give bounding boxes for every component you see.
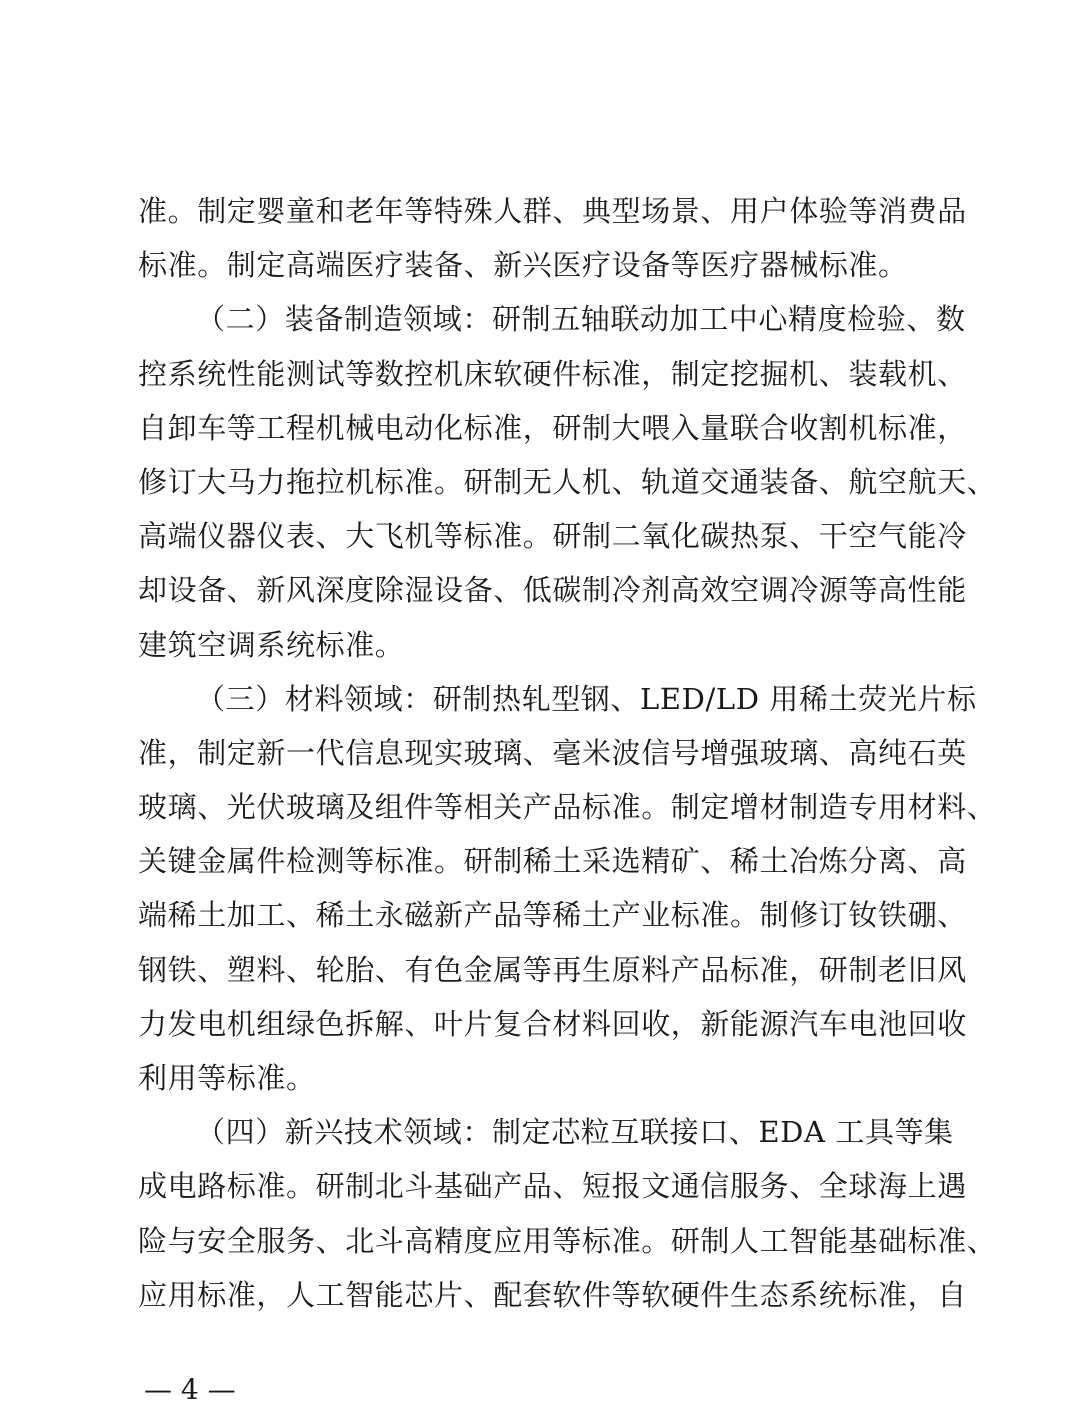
page-number: — 4 — bbox=[144, 1373, 236, 1406]
paragraph-consumer-goods bbox=[138, 184, 967, 292]
text-line: 端稀土加工、稀土永磁新产品等稀土产业标准。制修订钕铁硼、 bbox=[138, 898, 967, 933]
text-line: 钢铁、塑料、轮胎、有色金属等再生原料产品标准，研制老旧风 bbox=[138, 952, 967, 987]
text-line: （二）装备制造领域：研制五轴联动加工中心精度检验、数 bbox=[196, 302, 966, 337]
paragraph-equipment-manufacturing bbox=[138, 292, 997, 671]
text-line: 准，制定新一代信息现实玻璃、毫米波信号增强玻璃、高纯石英 bbox=[138, 735, 967, 770]
text-line: 玻璃、光伏玻璃及组件等相关产品标准。制定增材制造专用材料、 bbox=[138, 790, 997, 825]
text-line: 险与安全服务、北斗高精度应用等标准。研制人工智能基础标准、 bbox=[138, 1223, 997, 1258]
text-line: （四）新兴技术领域：制定芯粒互联接口、EDA 工具等集 bbox=[196, 1115, 954, 1150]
paragraph-materials bbox=[138, 672, 997, 1106]
text-line: 利用等标准。 bbox=[138, 1061, 316, 1095]
text-line: （三）材料领域：研制热轧型钢、LED/LD 用稀土荧光片标 bbox=[196, 681, 977, 716]
text-line: 建筑空调系统标准。 bbox=[138, 627, 405, 662]
text-line: 标准。制定高端医疗装备、新兴医疗设备等医疗器械标准。 bbox=[138, 248, 908, 283]
text-line: 控系统性能测试等数控机床软硬件标准，制定挖掘机、装载机、 bbox=[138, 356, 967, 391]
body-text bbox=[138, 184, 997, 1322]
text-line: 自卸车等工程机械电动化标准，研制大喂入量联合收割机标准， bbox=[138, 410, 967, 445]
text-line: 关键金属件检测等标准。研制稀土采选精矿、稀土冶炼分离、高 bbox=[138, 844, 967, 879]
text-line: 却设备、新风深度除湿设备、低碳制冷剂高效空调冷源等高性能 bbox=[138, 573, 967, 608]
text-line: 准。制定婴童和老年等特殊人群、典型场景、用户体验等消费品 bbox=[138, 194, 967, 228]
text-line: 应用标准，人工智能芯片、配套软件等软硬件生态系统标准，自 bbox=[138, 1277, 967, 1312]
text-line: 修订大马力拖拉机标准。研制无人机、轨道交通装备、航空航天、 bbox=[138, 464, 997, 499]
paragraph-emerging-technology bbox=[138, 1105, 997, 1322]
text-line: 力发电机组绿色拆解、叶片复合材料回收，新能源汽车电池回收 bbox=[138, 1006, 967, 1041]
text-line: 成电路标准。研制北斗基础产品、短报文通信服务、全球海上遇 bbox=[138, 1169, 967, 1204]
text-line: 高端仪器仪表、大飞机等标准。研制二氧化碳热泵、干空气能冷 bbox=[138, 519, 967, 554]
